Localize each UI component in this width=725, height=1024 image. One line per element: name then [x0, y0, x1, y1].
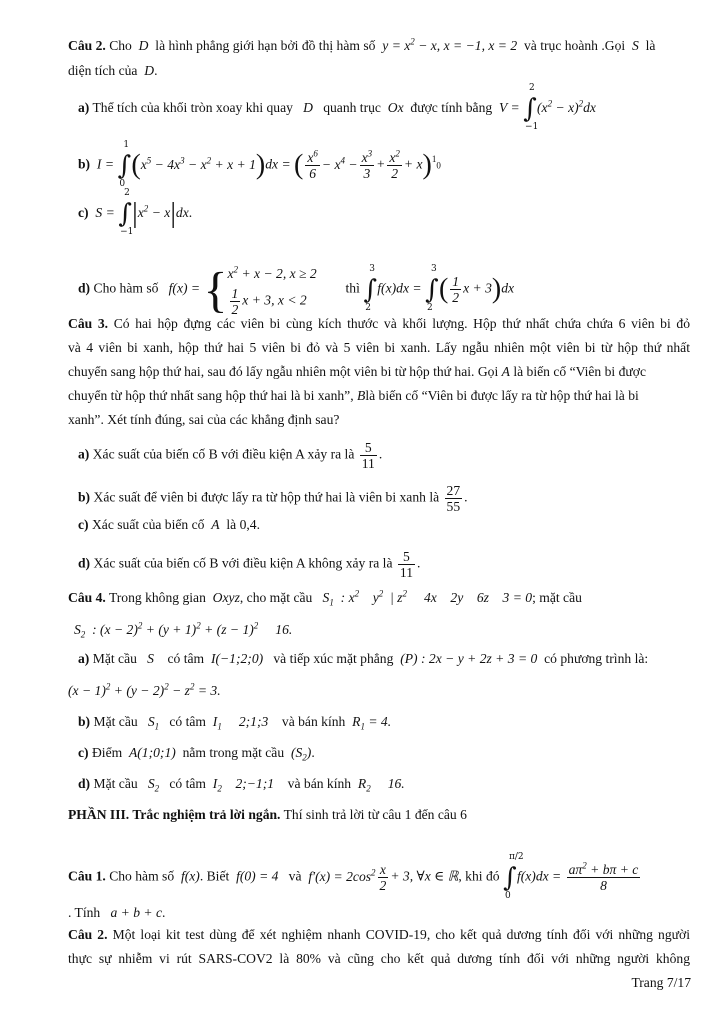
fraction-denominator: 11 [361, 456, 375, 471]
fraction-numerator: 5 [360, 440, 377, 456]
option-label: a) [78, 651, 90, 666]
q2-intro-text: và trục hoành .Gọi [523, 38, 626, 53]
option-text: là [226, 517, 237, 532]
q3-line2: và 4 viên bi xanh, hộp thứ hai 5 viên bi đỏ và 5 viên bi xanh. Lấy ngẫu nhiên một viên bi từ hộp thứ nhất [68, 340, 690, 355]
q2-intro-text: Cho [109, 38, 132, 53]
q4-option-a: a) Mặt cầu S có tâm I(−1;2;0) và tiếp xúc mặt phẳng (P) : 2x − y + 2z + 3 = 0 có phương trình là: [78, 651, 649, 666]
q3-option-c: c) Xác suất của biến cố A là 0,4. [78, 517, 260, 532]
option-text: được tính bằng [410, 100, 493, 116]
option-text: Cho hàm số [93, 280, 159, 296]
q3-line3: chuyển sang hộp thứ hai, sau đó lấy ngẫu nhiên một viên bi từ hộp thứ hai. Gọi A là biến cố “Viên bi được [68, 364, 646, 379]
q2-option-c: c) S = ∫ 2 −1 $|x^2 - x|dx$. [78, 188, 193, 237]
p3q1-line2: . Tính a + b + c. [68, 905, 166, 920]
fraction-denominator: 11 [399, 565, 413, 580]
option-text: có phương trình là: [544, 651, 649, 666]
option-text: nằm trong mặt cầu [182, 745, 285, 760]
p3q2-line2: thực sự nhiễm vi rút SARS-COV2 là 80% và cũng cho kết quả dương tính đối với những người không [68, 951, 690, 966]
option-text: Mặt cầu [92, 651, 137, 666]
option-label: d) [78, 776, 91, 791]
question-label: Câu 2. [68, 927, 108, 942]
option-label: b) [78, 489, 91, 505]
option-text: thì [345, 280, 360, 296]
option-label: c) [78, 745, 89, 760]
q3-line1 [68, 315, 690, 333]
option-text: Xác suất của biến cố B với điều kiện A không xảy ra là [93, 555, 393, 571]
paragraph-text: Trong không gian [108, 590, 206, 605]
option-label: b) [78, 156, 91, 172]
option-label: d) [78, 555, 91, 571]
paragraph-text: Có hai hộp đựng các viên bi cùng kích thước và khối lượng. Hộp thứ nhất chứa chứa 6 viên bi đỏ [113, 316, 690, 331]
paragraph-text: Một loại kit test dùng để xét nghiệm nhanh COVID-19, cho kết quả dương tính đối với những người [112, 927, 690, 942]
fraction-numerator: 27 [446, 483, 461, 498]
q3-label: Câu 3. [68, 316, 109, 331]
option-text: Điểm [91, 745, 123, 760]
option-text: Thể tích của khối tròn xoay khi quay [92, 100, 293, 116]
q2-intro-text: là [645, 38, 656, 53]
part-subtitle: Thí sinh trả lời từ câu 1 đến câu 6 [283, 807, 467, 822]
q4-intro-line2: $S_2$ : $(x - 2)^2 + (y + 1)^2 + (z - 1)^2$ 16. [74, 620, 293, 640]
option-label: c) [78, 517, 89, 532]
p3q2-line1 [68, 926, 690, 944]
option-label: a) [78, 100, 90, 116]
option-text: có tâm [169, 714, 206, 729]
q2-intro-line1: Câu 2. Cho D là hình phẳng giới hạn bởi đồ thị hàm số $y = x^2 - x$, x = −1, x = 2 và trục hoành .Gọi S là [68, 36, 656, 53]
paragraph-text: . Tính [68, 905, 101, 920]
paragraph-text: Cho hàm số [109, 868, 175, 884]
option-text: và bán kính [287, 776, 352, 791]
q2-option-b: b) I = ∫ 1 0 $(x^5 - 4x^3 - x^2 + x + 1)dx$ = ( $\frac{x^6}{6}$ − $x^4$ − $\frac{x^3}{3}$ + $\frac{x^2}{2}$ + x)$^1$0 [78, 139, 441, 189]
q3-line4: chuyển từ hộp thứ nhất sang hộp thứ hai là bi xanh”, Blà biến cố “Viên bi được lấy ra từ hộp thứ hai là bi [68, 388, 639, 403]
q4-label: Câu 4. [68, 590, 106, 605]
fraction-numerator: 5 [398, 549, 415, 565]
option-text: Mặt cầu [93, 776, 138, 791]
page-number: Trang 7/17 [631, 975, 691, 990]
paragraph-text: ; mặt cầu [532, 590, 582, 605]
paragraph-text: chuyển từ hộp thứ nhất sang hộp thứ hai là bi xanh”, [68, 388, 354, 403]
paragraph-text: . Biết [199, 868, 230, 884]
paragraph-text: , khi đó [458, 868, 500, 884]
part3-heading [68, 806, 467, 824]
q3-line5: xanh”. Xét tính đúng, sai của các khẳng định sau? [68, 412, 340, 427]
option-text: Xác suất của biến cố B với điều kiện A xảy ra là [92, 446, 355, 462]
q4-option-d: d) Mặt cầu $S_2$ có tâm $I_2$ 2;−1;1 và bán kính $R_2$ 16. [78, 776, 405, 794]
option-label: a) [78, 446, 90, 462]
option-text: có tâm [169, 776, 206, 791]
option-text: Mặt cầu [93, 714, 138, 729]
option-text: Xác suất của biến cố [91, 517, 205, 532]
fraction-denominator: 55 [446, 499, 461, 514]
q4-option-b: b) Mặt cầu $S_1$ có tâm $I_1$ 2;1;3 và bán kính $R_1 = 4$. [78, 714, 392, 732]
q2-intro-text: là hình phẳng giới hạn bởi đồ thị hàm số [155, 38, 376, 53]
q4-option-a-equation: $(x - 1)^2 + (y - 2)^2 - z^2 = 3$. [68, 681, 221, 698]
paragraph-text: là biến cố “Viên bi được lấy ra từ hộp thứ hai là bi [365, 388, 639, 403]
q2-option-d: d) Cho hàm số f(x) = { $x^2 + x - 2$, x ≥ 2 $\frac{1}{2}$ x + 3, x < 2 thì ∫ 3 2 f(x)dx = ∫ 3 2 ( $\frac{1}{2}$ x + 3)dx [78, 261, 515, 318]
q2-label: Câu 2. [68, 38, 106, 53]
q2-intro-line2: diện tích của D. [68, 63, 158, 78]
q3-option-b: b) Xác suất để viên bi được lấy ra từ hộp thứ hai là viên bi xanh là $\frac{27}{55}$ . [78, 483, 468, 514]
paragraph-text: , cho mặt cầu [239, 590, 313, 605]
paragraph-text: và [288, 868, 302, 884]
q2-intro-text: diện tích của [68, 63, 138, 78]
probability-value: 0,4 [239, 517, 257, 532]
option-text: Xác suất để viên bi được lấy ra từ hộp thứ hai là viên bi xanh là [93, 489, 440, 505]
option-text: và bán kính [281, 714, 346, 729]
option-label: c) [78, 205, 89, 221]
question-label: Câu 1. [68, 868, 106, 884]
paragraph-text: là biến cố “Viên bi được [513, 364, 646, 379]
option-text: và tiếp xúc mặt phẳng [273, 651, 394, 666]
q3-option-d: d) Xác suất của biến cố B với điều kiện A không xảy ra là $\frac{5}{11}$ . [78, 549, 421, 580]
option-label: d) [78, 280, 91, 296]
q4-option-c: c) Điểm A(1;0;1) nằm trong mặt cầu $(S_2)$. [78, 745, 315, 763]
option-text: quanh trục [323, 100, 381, 116]
q4-intro-line1: Câu 4. Trong không gian Oxyz, cho mặt cầu $S_1$ : $x^2$ $y^2$ | $z^2$ 4x 2y 6z 3 = 0; mặt cầu [68, 588, 582, 608]
p3q1-line1: Câu 1. Cho hàm số f(x). Biết f(0) = 4 và $f'(x) = 2\cos^2$ $\frac{x}{2}$ + 3, ∀x ∈ ℝ, khi đó ∫ π/2 0 f(x)dx = $\frac{a\pi^2 + b\pi + c}{8}$ [68, 851, 639, 901]
option-label: b) [78, 714, 91, 729]
part-title: PHẦN III. Trắc nghiệm trả lời ngắn. [68, 807, 281, 822]
option-text: có tâm [167, 651, 205, 666]
q3-option-a: a) Xác suất của biến cố B với điều kiện A xảy ra là $\frac{5}{11}$ . [78, 440, 383, 471]
paragraph-text: chuyển sang hộp thứ hai, sau đó lấy ngẫu nhiên một viên bi từ hộp thứ hai. Gọi [68, 364, 499, 379]
q2-option-a: a) Thể tích của khối tròn xoay khi quay D quanh trục Ox được tính bằng V = ∫ 2 −1 $(x^2 - x)^2dx$ [78, 83, 596, 132]
